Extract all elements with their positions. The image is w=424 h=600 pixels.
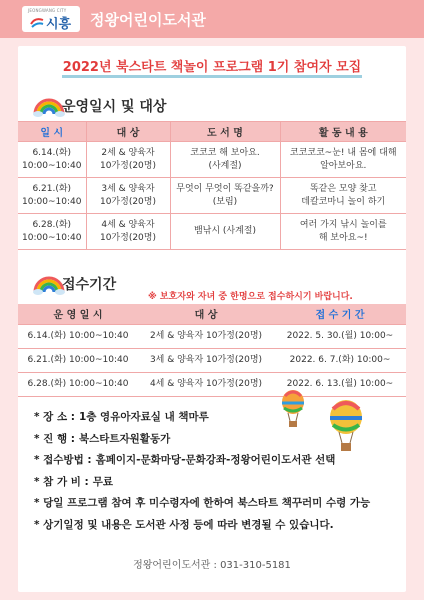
col-header-period: 접 수 기 간 [274, 304, 406, 324]
logo-swoosh-icon [30, 15, 44, 29]
table-row [18, 178, 406, 214]
target-cell: 2세 & 양육자 10가정(20명) [86, 142, 170, 178]
schedule-cell: 6.21.(화) 10:00~10:40 [18, 348, 138, 372]
registration-table [18, 304, 406, 397]
contact-info: 정왕어린이도서관 : 031-310-5181 [133, 560, 291, 571]
target-cell: 4세 & 양육자 10가정(20명) [86, 214, 170, 250]
hot-air-balloon-icon [328, 400, 364, 452]
col-header-target: 대 상 [86, 122, 170, 142]
schedule-heading [32, 94, 166, 118]
table-row [18, 348, 406, 372]
book-cell: 무엇이 무엇이 똑같을까? (보림) [170, 178, 280, 214]
schedule-cell: 6.14.(화) 10:00~10:40 [18, 324, 138, 348]
rainbow-icon [32, 272, 66, 296]
activity-cell: 똑같은 모양 찾고 데칼코마니 놀이 하기 [280, 178, 406, 214]
period-cell: 2022. 6. 7.(화) 10:00~ [274, 348, 406, 372]
col-header-activity: 활 동 내 용 [280, 122, 406, 142]
content-card [18, 46, 406, 592]
activity-cell: 코코코코~눈! 내 몸에 대해 알아보아요. [280, 142, 406, 178]
period-cell: 2022. 5. 30.(월) 10:00~ [274, 324, 406, 348]
table-row [18, 214, 406, 250]
date-cell: 6.14.(화) 10:00~10:40 [18, 142, 86, 178]
registration-notice: ※ 보호자와 자녀 중 한명으로 접수하시기 바랍니다. [148, 292, 353, 302]
rainbow-icon [32, 94, 66, 118]
col-header-date: 일 시 [18, 122, 86, 142]
schedule-cell: 6.28.(화) 10:00~10:40 [18, 372, 138, 396]
target-cell: 2세 & 양육자 10가정(20명) [138, 324, 274, 348]
info-host: * 진 행 : 북스타트자원활동가 [34, 432, 171, 445]
page-title: 2022년 북스타트 책놀이 프로그램 1기 참여자 모집 [62, 60, 362, 75]
table-row [18, 324, 406, 348]
title-underline [62, 75, 362, 78]
registration-heading [32, 272, 116, 296]
info-change-note: * 상기일정 및 내용은 도서관 사정 등에 따라 변경될 수 있습니다. [34, 518, 334, 531]
book-cell: 뱀낚시 (사계절) [170, 214, 280, 250]
header-bar [0, 0, 424, 38]
target-cell: 4세 & 양육자 10가정(20명) [138, 372, 274, 396]
info-fee: * 참 가 비 : 무료 [34, 475, 114, 488]
logo-text: 시흥 [46, 17, 72, 32]
info-location: * 장 소 : 1층 영유아자료실 내 책마루 [34, 411, 209, 423]
col-header-target: 대 상 [138, 304, 274, 324]
table-row [18, 142, 406, 178]
period-cell: 2022. 6. 13.(월) 10:00~ [274, 372, 406, 396]
date-cell: 6.28.(화) 10:00~10:40 [18, 214, 86, 250]
hot-air-balloon-icon [280, 390, 306, 428]
schedule-table [18, 121, 406, 250]
date-cell: 6.21.(화) 10:00~10:40 [18, 178, 86, 214]
registration-heading-label: 접수기간 [62, 277, 117, 293]
schedule-heading-label: 운영일시 및 대상 [62, 99, 167, 115]
target-cell: 3세 & 양육자 10가정(20명) [138, 348, 274, 372]
col-header-book: 도 서 명 [170, 122, 280, 142]
info-method: * 접수방법 : 홈페이지-문화마당-문화강좌-정왕어린이도서관 선택 [34, 454, 336, 466]
book-cell: 코코코 해 보아요. (사계절) [170, 142, 280, 178]
activity-cell: 여러 가지 낚시 놀이를 해 보아요~! [280, 214, 406, 250]
col-header-schedule: 운 영 일 시 [18, 304, 138, 324]
logo-tagline: JEONGWANG CITY [28, 8, 67, 13]
info-bookkit-note: * 당일 프로그램 참여 후 미수령자에 한하여 북스타트 책꾸러미 수령 가능 [34, 497, 371, 509]
city-logo [22, 6, 80, 32]
library-name: 정왕어린이도서관 [90, 11, 206, 29]
target-cell: 3세 & 양육자 10가정(20명) [86, 178, 170, 214]
table-row [18, 372, 406, 396]
